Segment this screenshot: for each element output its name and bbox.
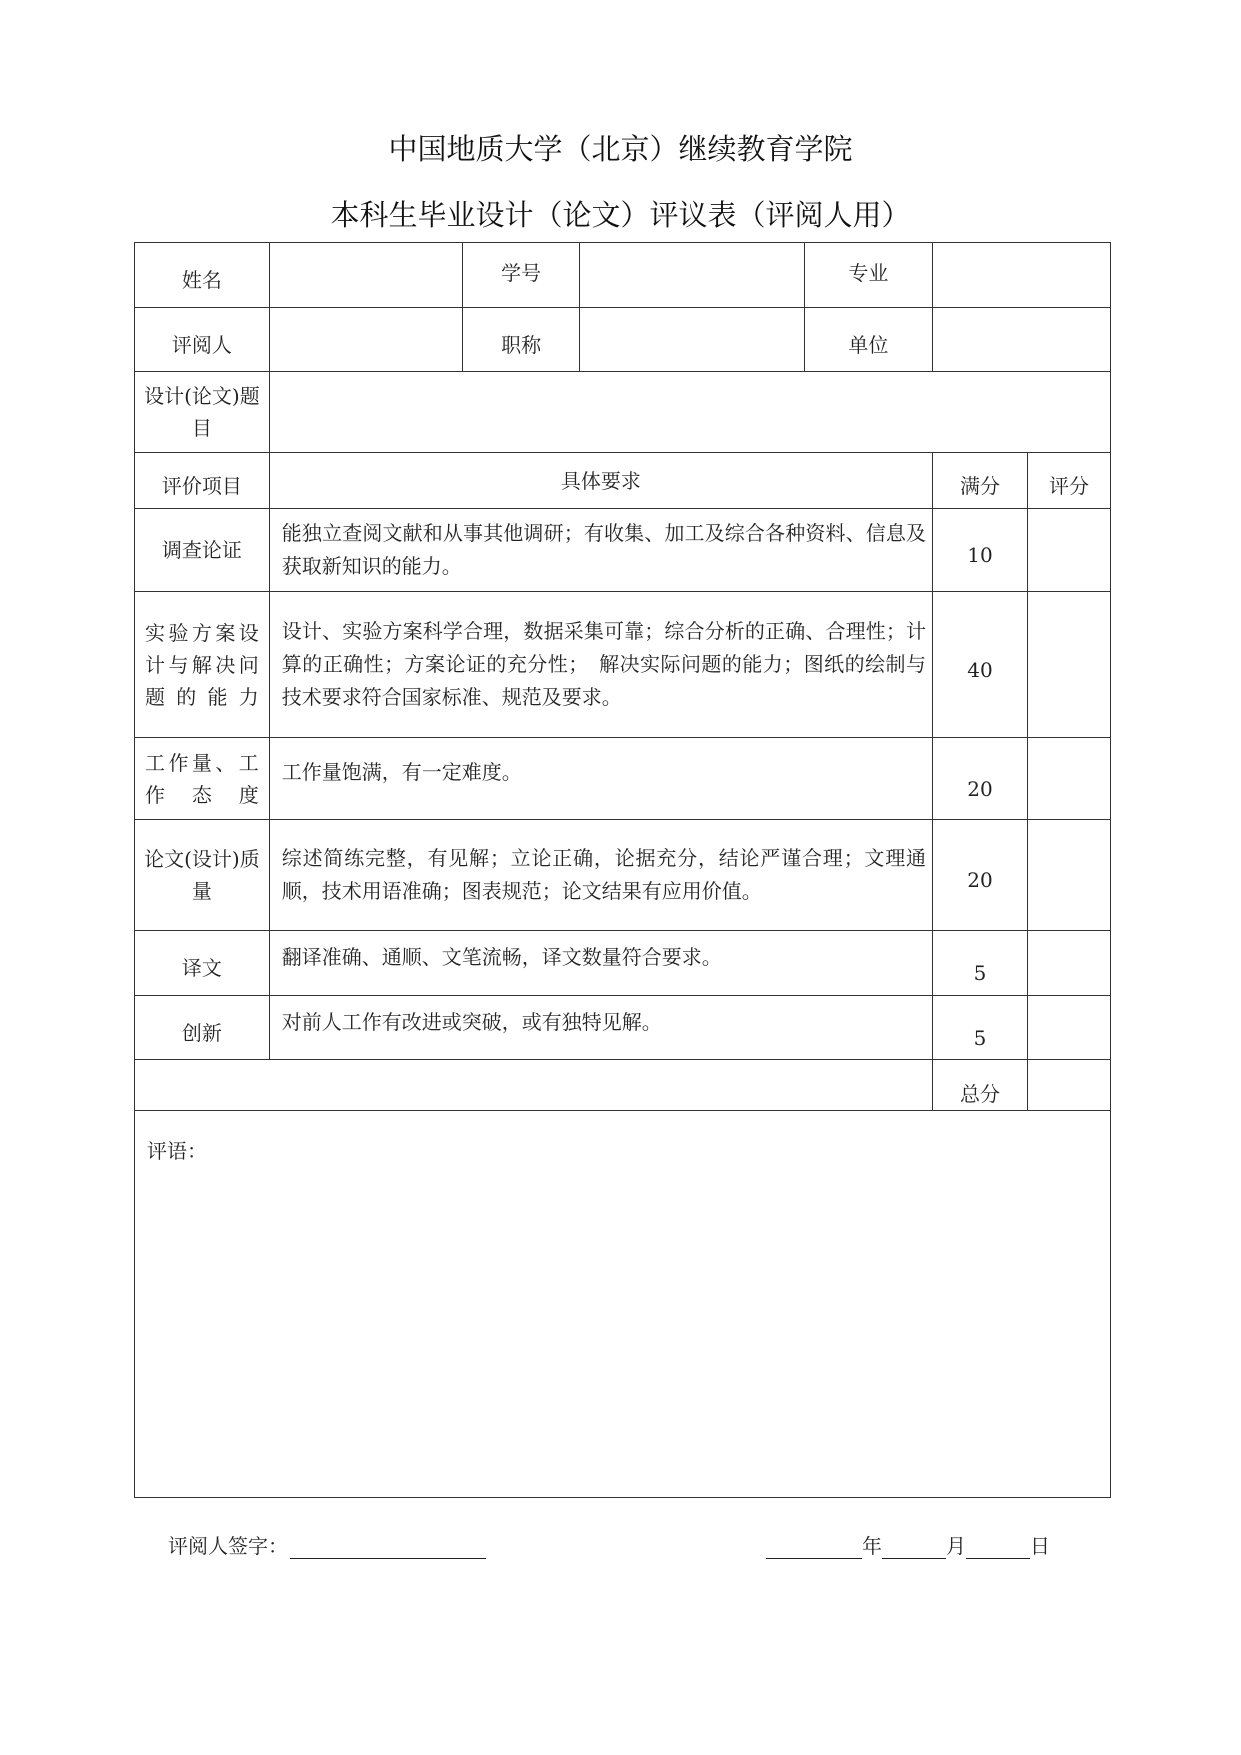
title-rank-label: 职称	[462, 308, 580, 372]
comments-field[interactable]	[135, 1111, 1111, 1498]
criteria-full-score: 5	[933, 931, 1028, 996]
criteria-requirement: 综述简练完整，有见解；立论正确，论据充分，结论严谨合理；文理通顺，技术用语准确；图表规范；论文结果有应用价值。	[269, 820, 932, 931]
date-area	[766, 1530, 1050, 1559]
reviewer-label: 评阅人	[135, 308, 270, 372]
signature-label: 评阅人签字：	[168, 1534, 288, 1558]
name-label: 姓名	[135, 243, 270, 308]
year-field[interactable]	[766, 1538, 862, 1559]
criteria-row	[135, 931, 1111, 996]
name-field[interactable]	[269, 243, 462, 308]
unit-field[interactable]	[933, 308, 1111, 372]
criteria-row	[135, 509, 1111, 592]
criteria-full-score: 10	[933, 509, 1028, 592]
criteria-header-row	[135, 453, 1111, 509]
topic-field[interactable]	[269, 372, 1110, 453]
criteria-requirement: 对前人工作有改进或突破，或有独特见解。	[269, 996, 932, 1060]
signature-area	[168, 1530, 486, 1559]
day-label: 日	[1030, 1534, 1050, 1558]
criteria-score-field[interactable]	[1027, 996, 1110, 1060]
year-label: 年	[862, 1534, 882, 1558]
total-score-field[interactable]	[1027, 1060, 1110, 1111]
review-form-table	[134, 242, 1111, 1498]
comments-label: 评语：	[147, 1139, 207, 1163]
criteria-row	[135, 820, 1111, 931]
criteria-full-score: 5	[933, 996, 1028, 1060]
title-rank-field[interactable]	[580, 308, 804, 372]
criteria-item: 译文	[135, 931, 270, 996]
criteria-item: 调查论证	[135, 509, 270, 592]
criteria-requirement: 翻译准确、通顺、文笔流畅，译文数量符合要求。	[269, 931, 932, 996]
unit-label: 单位	[804, 308, 932, 372]
info-row-1	[135, 243, 1111, 308]
total-label: 总分	[933, 1060, 1028, 1111]
major-field[interactable]	[933, 243, 1111, 308]
criteria-requirement: 工作量饱满，有一定难度。	[269, 738, 932, 820]
criteria-item: 论文(设计)质量	[135, 820, 270, 931]
criteria-score-field[interactable]	[1027, 592, 1110, 738]
topic-row	[135, 372, 1111, 453]
comments-row	[135, 1111, 1111, 1498]
signature-line[interactable]	[290, 1538, 486, 1559]
criteria-item: 工作量、工作态度	[135, 738, 270, 820]
criteria-score-field[interactable]	[1027, 738, 1110, 820]
criteria-full-score: 40	[933, 592, 1028, 738]
criteria-item: 实验方案设计与解决问题的能力	[135, 592, 270, 738]
criteria-item: 创新	[135, 996, 270, 1060]
criteria-requirement: 能独立查阅文献和从事其他调研；有收集、加工及综合各种资料、信息及获取新知识的能力。	[269, 509, 932, 592]
topic-label: 设计(论文)题目	[135, 372, 270, 453]
requirement-header: 具体要求	[269, 453, 932, 509]
criteria-row	[135, 592, 1111, 738]
criteria-score-field[interactable]	[1027, 509, 1110, 592]
total-spacer	[135, 1060, 933, 1111]
criteria-full-score: 20	[933, 738, 1028, 820]
item-header: 评价项目	[135, 453, 270, 509]
student-id-label: 学号	[462, 243, 580, 308]
month-label: 月	[946, 1534, 966, 1558]
total-row	[135, 1060, 1111, 1111]
reviewer-field[interactable]	[269, 308, 462, 372]
info-row-2	[135, 308, 1111, 372]
criteria-row	[135, 738, 1111, 820]
student-id-field[interactable]	[580, 243, 804, 308]
major-label: 专业	[804, 243, 932, 308]
criteria-requirement: 设计、实验方案科学合理，数据采集可靠；综合分析的正确、合理性；计算的正确性；方案论证的充分性； 解决实际问题的能力；图纸的绘制与技术要求符合国家标准、规范及要求。	[269, 592, 932, 738]
criteria-full-score: 20	[933, 820, 1028, 931]
month-field[interactable]	[882, 1538, 946, 1559]
criteria-score-field[interactable]	[1027, 931, 1110, 996]
full-score-header: 满分	[933, 453, 1028, 509]
institution-title: 中国地质大学（北京）继续教育学院	[388, 132, 853, 166]
form-title: 本科生毕业设计（论文）评议表（评阅人用）	[330, 198, 911, 232]
criteria-score-field[interactable]	[1027, 820, 1110, 931]
score-header: 评分	[1027, 453, 1110, 509]
day-field[interactable]	[966, 1538, 1030, 1559]
criteria-row	[135, 996, 1111, 1060]
